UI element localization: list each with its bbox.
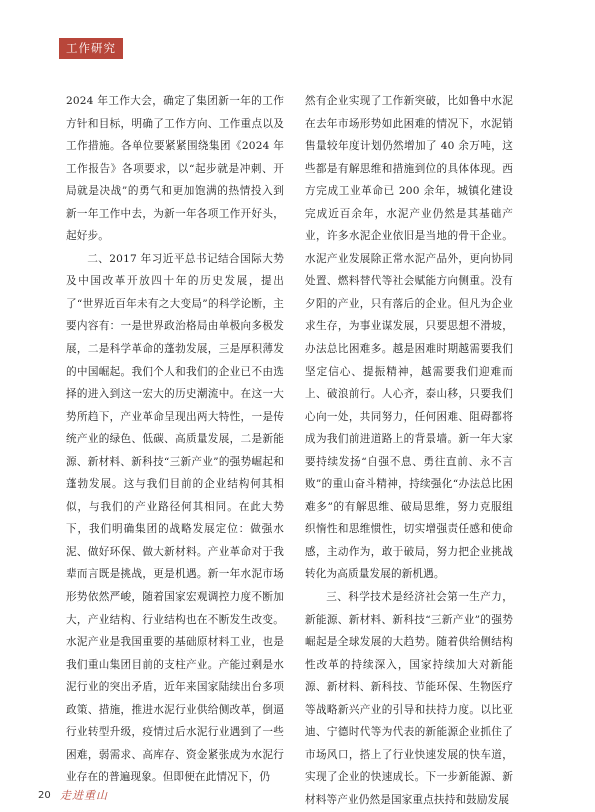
- left-paragraph-2: 二、2017 年习近平总书记结合国际大势及中国改革开放四十年的历史发展，提出了“世界近百年未有之大变局”的科学论断，主要内容有：一是世界政治格局由单极向多极发展，二是科学革命的蓬勃发展，三是厚积薄发的中国崛起。我们个人和我们的企业已不由选择的进入到这一宏大的历史潮流中。在这一大势所趋下，产业革命呈现出两大特性，一是传统产业的绿色、低碳、高质量发展，二是新能源、新材料、新科技“三新产业”的强势崛起和蓬勃发展。这与我们目前的企业结构何其相似，与我们的产业路径何其相同。在此大势下，我们明确集团的战略发展定位：做强水泥、做好环保、做大新材料。产业革命对于我辈而言既是挑战，更是机遇。新一年水泥市场形势依然严峻，随着国家宏观调控力度不断加大，产业结构、行业结构也在不断发生改变。水泥产业是我国重要的基础原材料工业，也是我们重山集团目前的支柱产业。产能过剩是水泥行业的突出矛盾，近年来国家陆续出台多项政策、措施，推进水泥行业供给侧改革，倒逼行业转型升级，疫情过后水泥行业遇到了一些困难，弱需求、高库存、资金紧张成为水泥行业存在的普遍现象。但即便在此情况下，仍: [66, 252, 284, 784]
- right-paragraph-2: 三、科学技术是经济社会第一生产力，新能源、新材料、新科技“三新产业”的强势崛起是全球发展的大趋势。随着供给侧结构性改革的持续深入，国家持续加大对新能源、新材料、新科技、节能环保、生物医疗等战略新兴产业的引导和扶持力度。以比亚迪、宁德时代等为代表的新能源企业抓住了市场风口，搭上了行业快速发展的快车道，实现了企业的快速成长。下一步新能源、新材料等产业仍然是国家重点扶持和鼓励发展: [305, 591, 513, 806]
- section-tag-rule: [59, 58, 123, 59]
- page-number: 20: [38, 790, 51, 801]
- right-paragraph-1: 然有企业实现了工作新突破，比如鲁中水泥在去年市场形势如此困难的情况下，水泥销售量较年度计划仍然增加了 40 余万吨，这些都是有解思维和措施到位的具体体现。西方完成工业革命已 200 余年，城镇化建设完成近百余年，水泥产业仍然是其基础产业，许多水泥企业依旧是当地的骨干企业。水泥产业发展除正常水泥产品外，更向协同处置、燃料替代等社会赋能方向侧重。没有夕阳的产业，只有落后的企业。但凡为企业求生存，为事业谋发展，只要思想不滑坡，办法总比困难多。越是困难时期越需要我们坚定信心、提振精神，越需要我们迎难而上、破浪前行。人心齐，泰山移，只要我们心向一处，共同努力，任何困难、阻碍都将成为我们前进道路上的背景墙。新一年大家要持续发扬“自强不息、勇往直前、永不言败”的重山奋斗精神，持续强化“办法总比困难多”的有解思维、破局思维，努力克服组织惰性和思维惯性，切实增强责任感和使命感，主动作为，敢于破局，努力把企业挑战转化为高质量发展的新机遇。: [305, 95, 513, 581]
- section-tag: 工作研究: [59, 38, 123, 58]
- right-column: [305, 90, 513, 812]
- left-paragraph-1: 2024 年工作大会，确定了集团新一年的工作方针和目标，明确了工作方向、工作重点以及工作措施。各单位要紧紧围绕集团《2024 年工作报告》各项要求，以“起步就是冲刺、开局就是决战”的勇气和更加饱满的热情投入到新一年工作中去，为新一年各项工作开好头，起好步。: [66, 95, 284, 243]
- left-column: [66, 90, 284, 789]
- magazine-logo: 走进重山: [60, 789, 108, 802]
